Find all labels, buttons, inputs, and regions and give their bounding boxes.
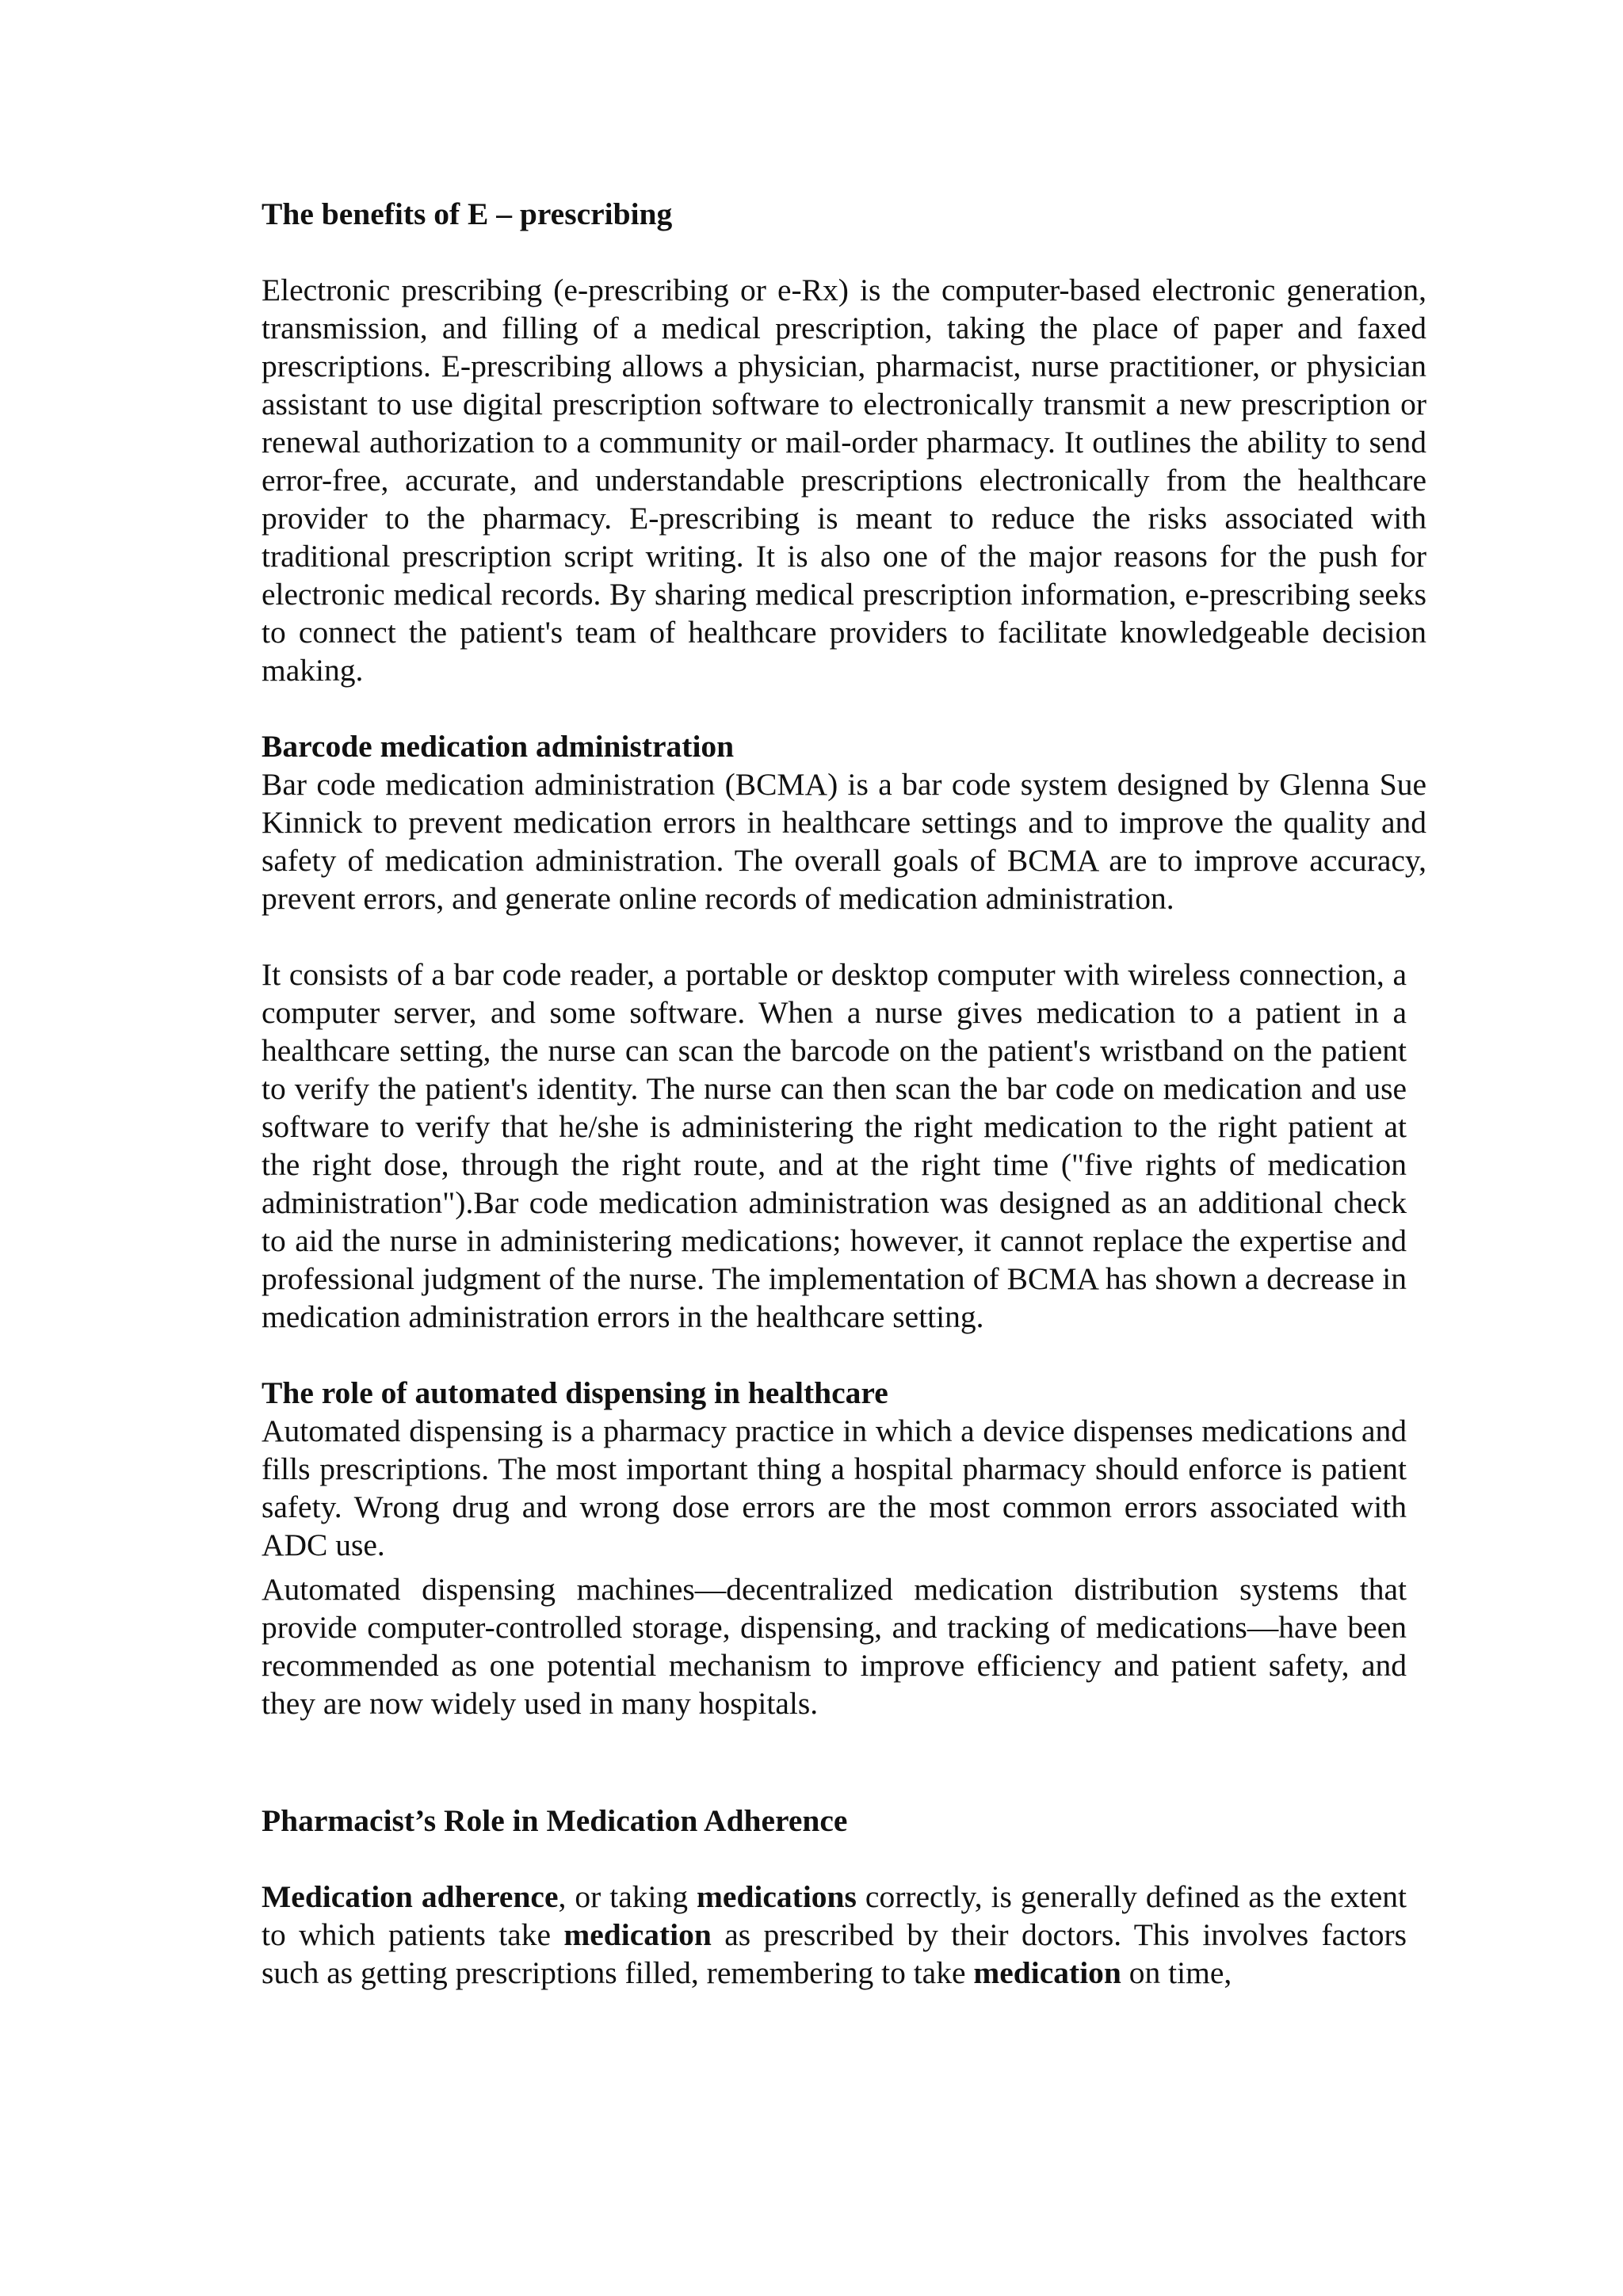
dispensing-paragraph-1: Automated dispensing is a pharmacy practice in which a device dispenses medications and fills prescriptions. The most important thing a hospital pharmacy should enforce is patient safety. Wrong drug and wrong dose errors are the most common errors associated with ADC use. xyxy=(262,1413,1407,1562)
bcma-paragraph-1: Bar code medication administration (BCMA) is a bar code system designed by Glenna Sue Kinnick to prevent medication errors in healthcare settings and to improve the quality and safety of medication administration. The overall goals of BCMA are to improve accuracy, prevent errors, and generate online records of medication administration. xyxy=(262,767,1426,916)
eprescribing-heading: The benefits of E – prescribing xyxy=(262,196,673,231)
adherence-text-2: correctly, is generally defined as the extent to which patients take xyxy=(262,1879,1407,1952)
bcma-paragraph-2: It consists of a bar code reader, a portable or desktop computer with wireless connection, a computer server, and some software. When a nurse gives medication to a patient in a healthcare setting, the nurse can scan the barcode on the patient's wristband on the patient to verify the patient's identity. The nurse can then scan the bar code on medication and use software to verify that he/she is administering the right medication to the right patient at the right dose, through the right route, and at the right time ("five rights of medication administration").Bar code medication administration was designed as an additional check to aid the nurse in administering medications; however, it cannot replace the expertise and professional judgment of the nurse. The implementation of BCMA has shown a decrease in medication administration errors in the healthcare setting. xyxy=(262,957,1407,1334)
adherence-text-1: , or taking xyxy=(558,1879,697,1914)
eprescribing-paragraph: Electronic prescribing (e-prescribing or e-Rx) is the computer-based electronic generation, transmission, and filling of a medical prescription, taking the place of paper and faxed prescriptions. E-prescribing allows a physician, pharmacist, nurse practitioner, or physician assistant to use digital prescription software to electronically transmit a new prescription or renewal authorization to a community or mail-order pharmacy. It outlines the ability to send error-free, accurate, and understandable prescriptions electronically from the healthcare provider to the pharmacy. E-prescribing is meant to reduce the risks associated with traditional prescription script writing. It is also one of the major reasons for the push for electronic medical records. By sharing medical prescription information, e-prescribing seeks to connect the patient's team of healthcare providers to facilitate knowledgeable decision making. xyxy=(262,273,1426,688)
spacer xyxy=(262,1564,1426,1570)
adherence-heading: Pharmacist’s Role in Medication Adherence xyxy=(262,1803,848,1838)
spacer xyxy=(262,1336,1426,1374)
term-medication-2: medication xyxy=(973,1955,1121,1990)
adherence-text-3: as prescribed by their doctors. This involves factors such as getting prescriptions filled, remembering to take xyxy=(262,1917,1407,1990)
spacer xyxy=(262,917,1426,955)
spacer xyxy=(262,1840,1426,1878)
bcma-heading: Barcode medication administration xyxy=(262,729,735,764)
term-medication-adherence: Medication adherence xyxy=(262,1879,559,1914)
dispensing-paragraph-2: Automated dispensing machines—decentralized medication distribution systems that provide computer-controlled storage, dispensing, and tracking of medications—have been recommended as one potential mechanism to improve efficiency and patient safety, and they are now widely used in many hospitals. xyxy=(262,1572,1407,1721)
term-medications: medications xyxy=(697,1879,857,1914)
spacer xyxy=(262,1722,1426,1802)
term-medication: medication xyxy=(563,1917,712,1952)
adherence-paragraph xyxy=(262,1878,1407,1992)
spacer xyxy=(262,233,1426,271)
document-page xyxy=(262,195,1426,1992)
spacer xyxy=(262,689,1426,727)
dispensing-heading: The role of automated dispensing in healthcare xyxy=(262,1375,888,1410)
adherence-text-4: on time, xyxy=(1121,1955,1232,1990)
